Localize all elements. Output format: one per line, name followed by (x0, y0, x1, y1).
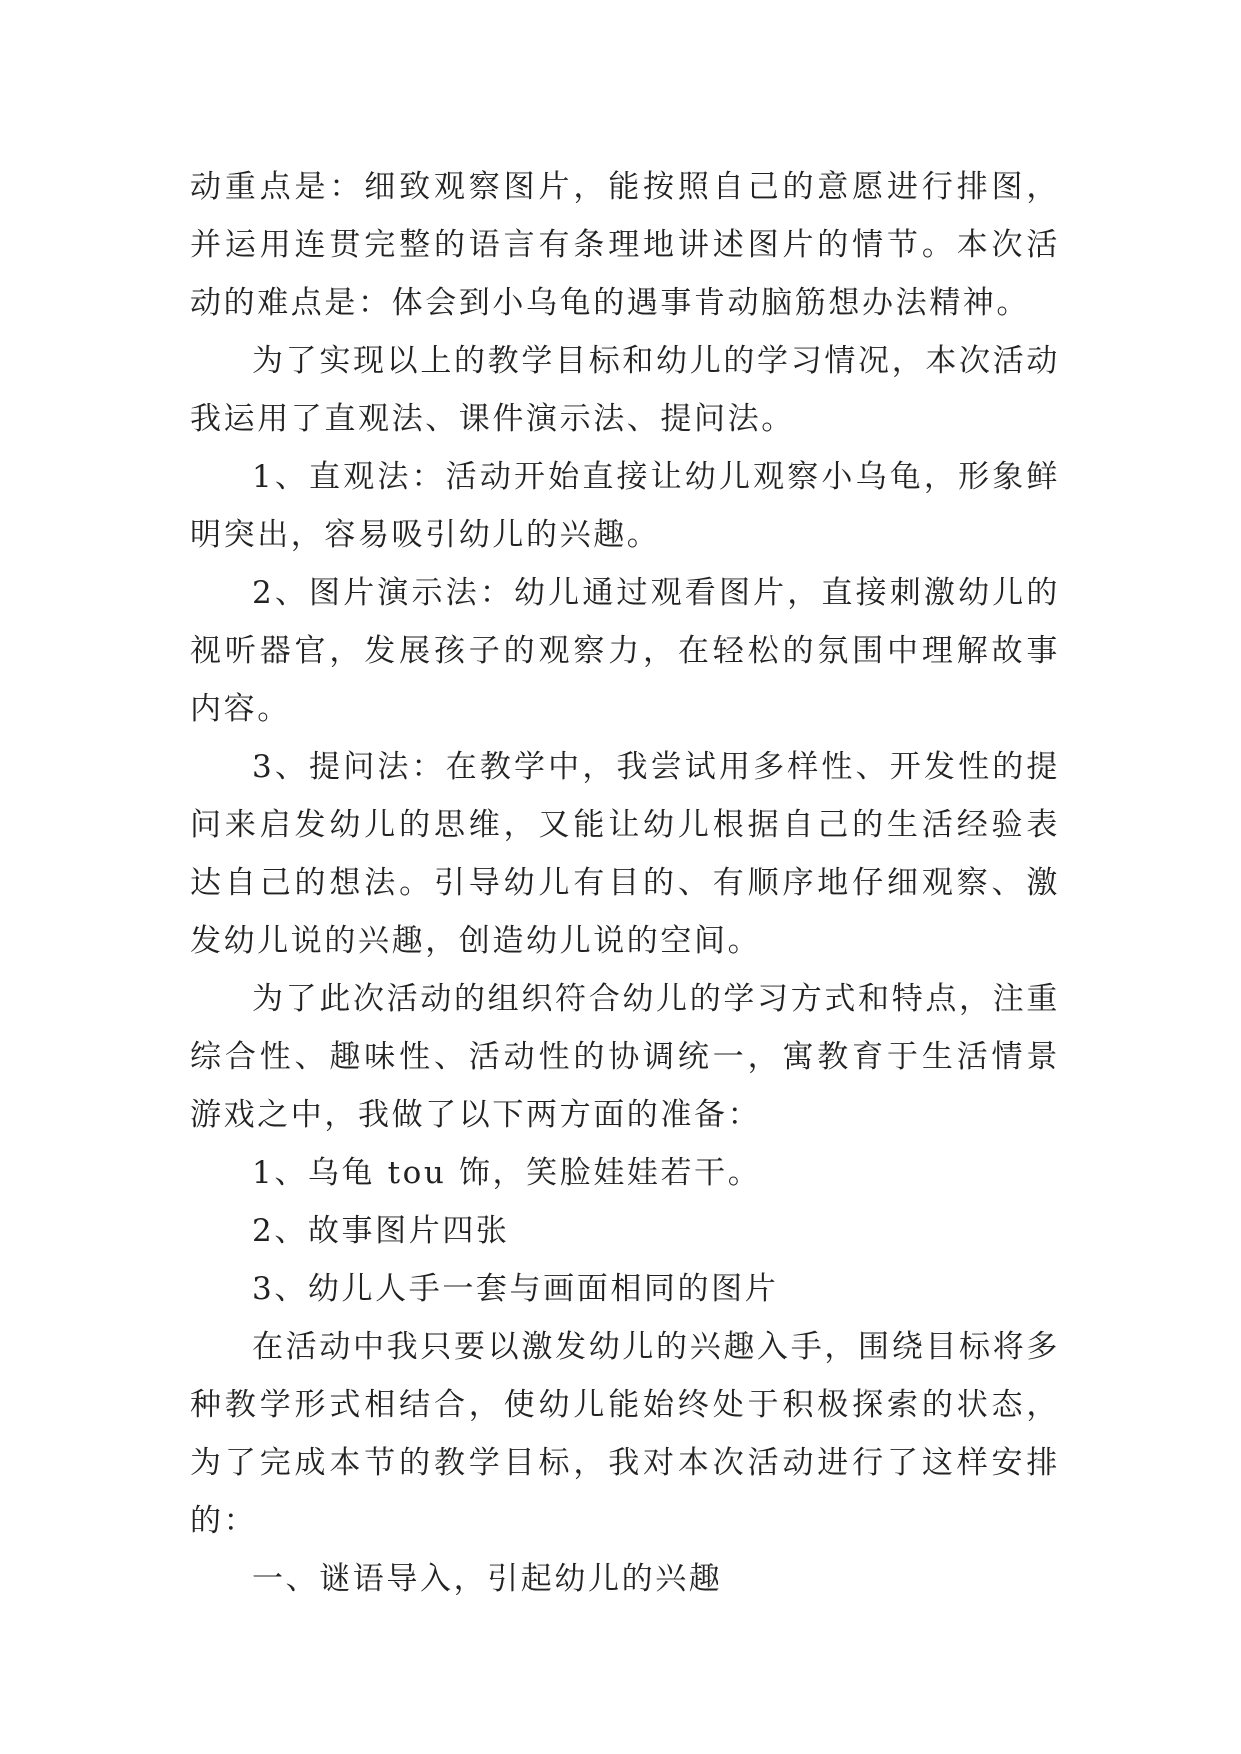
paragraph: 2、图片演示法：幼儿通过观看图片，直接刺激幼儿的视听器官，发展孩子的观察力，在轻松的氛围中理解故事内容。 (190, 575, 1060, 727)
document-body (190, 158, 1060, 1608)
paragraph: 3、提问法：在教学中，我尝试用多样性、开发性的提问来启发幼儿的思维，又能让幼儿根据自己的生活经验表达自己的想法。引导幼儿有目的、有顺序地仔细观察、激发幼儿说的兴趣，创造幼儿说的空间。 (190, 749, 1060, 959)
paragraph: 3、幼儿人手一套与画面相同的图片 (252, 1271, 779, 1307)
paragraph: 在活动中我只要以激发幼儿的兴趣入手，围绕目标将多种教学形式相结合，使幼儿能始终处于积极探索的状态，为了完成本节的教学目标，我对本次活动进行了这样安排的： (190, 1329, 1060, 1539)
paragraph: 动重点是：细致观察图片，能按照自己的意愿进行排图，并运用连贯完整的语言有条理地讲述图片的情节。本次活动的难点是：体会到小乌龟的遇事肯动脑筋想办法精神。 (190, 169, 1060, 321)
paragraph: 1、乌龟 tou 饰，笑脸娃娃若干。 (252, 1155, 762, 1191)
paragraph: 一、谜语导入，引起幼儿的兴趣 (252, 1561, 723, 1597)
paragraph: 为了此次活动的组织符合幼儿的学习方式和特点，注重综合性、趣味性、活动性的协调统一，寓教育于生活情景游戏之中，我做了以下两方面的准备： (190, 981, 1060, 1133)
paragraph: 1、直观法：活动开始直接让幼儿观察小乌龟，形象鲜明突出，容易吸引幼儿的兴趣。 (190, 459, 1060, 553)
paragraph: 2、故事图片四张 (252, 1213, 510, 1249)
paragraph: 为了实现以上的教学目标和幼儿的学习情况，本次活动我运用了直观法、课件演示法、提问法。 (190, 343, 1060, 437)
